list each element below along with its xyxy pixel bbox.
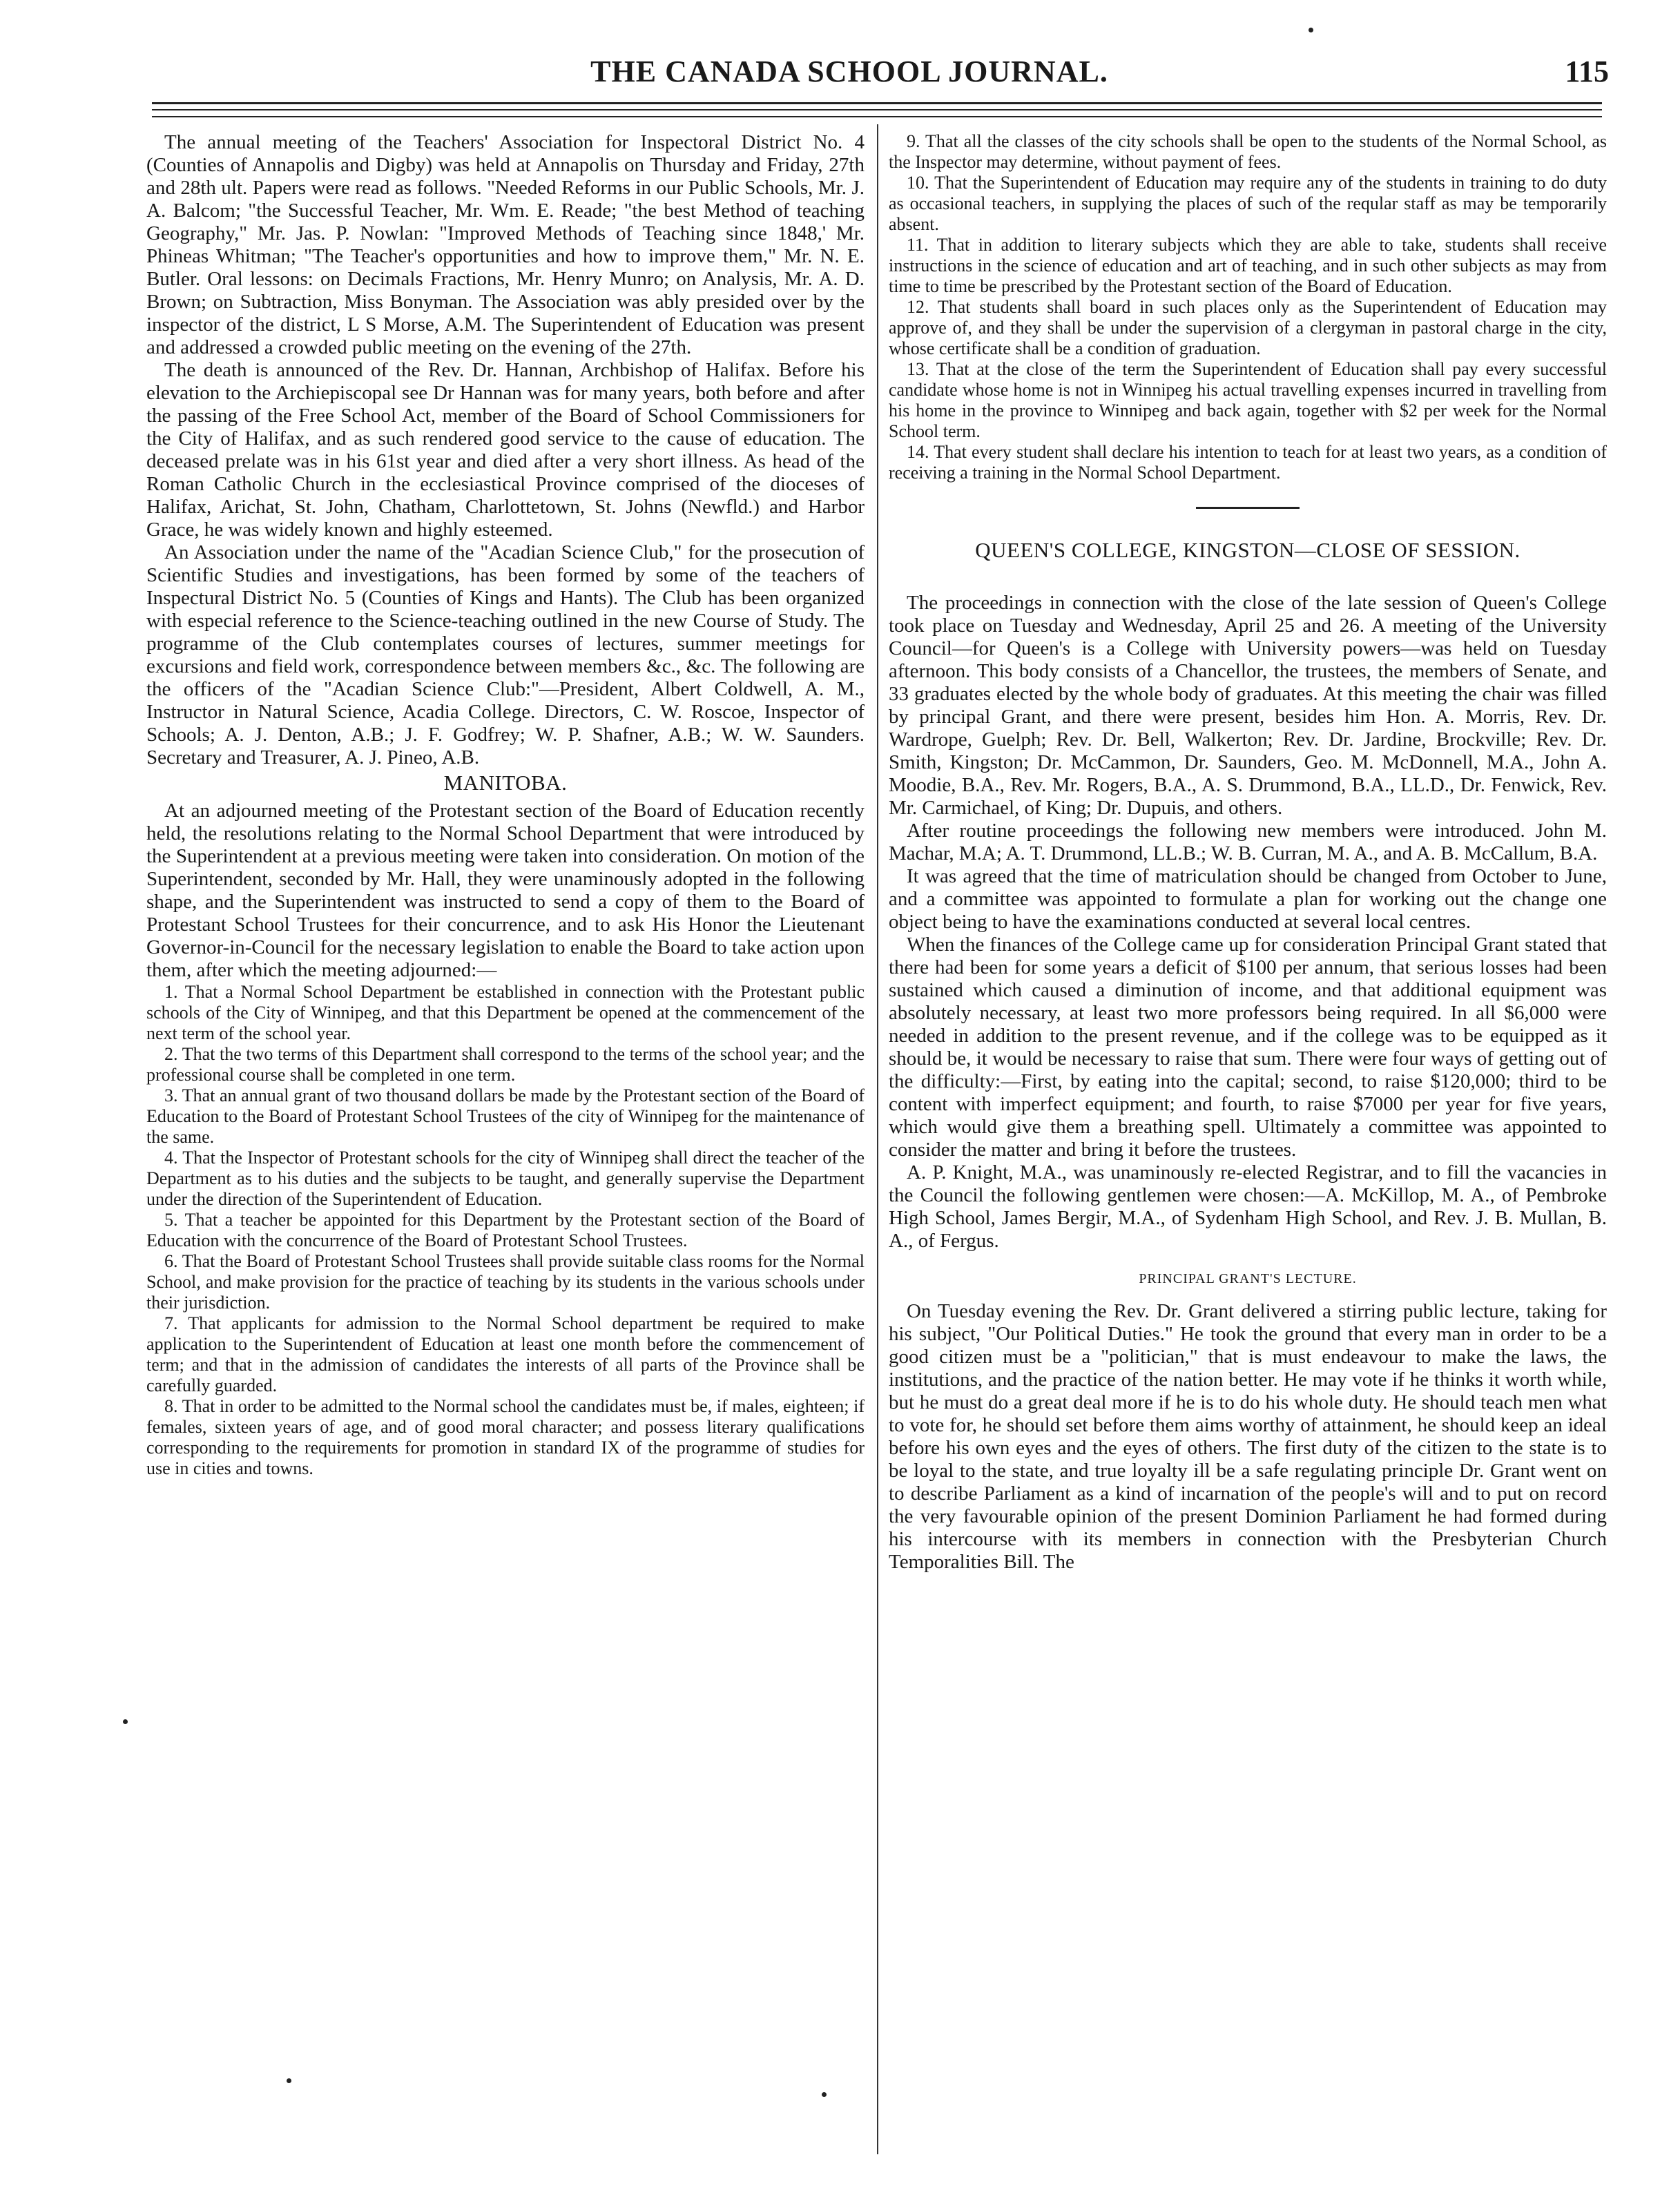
- paragraph-lecture: On Tuesday evening the Rev. Dr. Grant delivered a stirring public lecture, taking for his subject, "Our Political Duties." He took the ground that every man in order to be a good citizen must be a "politician," that is must endeavour to make the laws, the institutions, and the practice of the nation better. He may vote if he thinks it worth while, but he must do a great deal more if he is to do his whole duty. He should teach men what to vote for, he should set before them aims worthy of attainment, he should keep an ideal before his own eyes and the eyes of others. The first duty of the citizen to the state is to be loyal to the state, and true loyalty ill be a safe regulating principle Dr. Grant went on to describe Parliament as a kind of incarnation of the people's will and to put on record the very favourable opinion of the present Dominion Parliament he had formed during his intercourse with its members in connection with the Presbyterian Church Temporalities Bill. The: [889, 1300, 1607, 1573]
- header-rule: [152, 102, 1602, 104]
- paragraph-death-archbishop: The death is announced of the Rev. Dr. Hannan, Archbishop of Halifax. Before his elevation to the Archiepiscopal see Dr Hannan was for many years, both before and after the passing of the Free School Act, member of the Board of School Commissioners for the City of Halifax, and as such rendered good service to the cause of education. The deceased prelate was in his 61st year and died after a very short illness. As head of the Roman Catholic Church in the ecclesiastical Province comprised of the dioceses of Halifax, Arichat, St. John, Chatham, Charlottetown, St. Johns (Newfld.) and Harbor Grace, he was widely known and highly esteemed.: [146, 359, 865, 541]
- paragraph-inspectoral-district-4: The annual meeting of the Teachers' Association for Inspectoral District No. 4 (Counties of Annapolis and Digby) was held at Annapolis on Thursday and Friday, 27th and 28th ult. Papers were read as follows. "Needed Reforms in our Public Schools, Mr. J. A. Balcom; "the Successful Teacher, Mr. Wm. E. Reade; "the best Method of teaching Geography," Mr. Jas. P. Nowlan: "Improved Methods of Teaching since 1848,' Mr. Phineas Whitman; "The Teacher's opportunities and how to improve them," Mr. N. E. Butler. Oral lessons: on Decimals Fractions, Mr. Henry Munro; on Analysis, Mr. A. D. Brown; on Subtraction, Miss Bonyman. The Association was ably presided over by the inspector of the district, L S Morse, A.M. The Superintendent of Education was present and addressed a crowded public meeting on the evening of the 27th.: [146, 131, 865, 358]
- right-column: [889, 131, 1607, 1574]
- resolution-8: 8. That in order to be admitted to the Normal school the candidates must be, if males, eighteen; if females, sixteen years of age, and of good moral character; and possess literary qualifications corresponding to the requirements for promotion in standard IX of the programme of studies for use in cities and towns.: [146, 1396, 865, 1478]
- paragraph-queens-proceedings: The proceedings in connection with the close of the late session of Queen's College took place on Tuesday and Wednesday, April 25 and 26. A meeting of the University Council—for Queen's is a College with University powers—was held on Tuesday afternoon. This body consists of a Chancellor, the trustees, the members of Senate, and 33 graduates elected by the whole body of graduates. At this meeting the chair was filled by principal Grant, and there were present, besides him Hon. A. Morris, Rev. Dr. Wardrope, Guelph; Rev. Dr. Bell, Walkerton; Rev. Dr. Jardine, Brockville; Rev. Dr. Smith, Kingston; Dr. McCammon, Dr. Saunders, Geo. M. McDonnell, M.A., John A. Moodie, B.A., Rev. Mr. Rogers, B.A., A. S. Drummond, B.A., LL.D., Dr. Fenwick, Rev. Mr. Carmichael, of King; Dr. Dupuis, and others.: [889, 592, 1607, 819]
- paragraph-registrar: A. P. Knight, M.A., was unaminously re-elected Registrar, and to fill the vacancies in the Council the following gentlemen were chosen:—A. McKillop, M. A., of Pembroke High School, James Bergir, M.A., of Sydenham High School, and Rev. J. B. Mullan, B. A., of Fergus.: [889, 1161, 1607, 1252]
- resolution-7: 7. That applicants for admission to the Normal School department be required to make application to the Superintendent of Education at least one month before the commencement of term; and that in the admission of candidates the interests of all parts of the Province shall be carefully guarded.: [146, 1313, 865, 1395]
- paragraph-new-members: After routine proceedings the following new members were introduced. John M. Machar, M.A; A. T. Drummond, LL.B.; W. B. Curran, M. A., and A. B. McCallum, B.A.: [889, 820, 1607, 864]
- resolution-13: 13. That at the close of the term the Superintendent of Education shall pay every successful candidate whose home is not in Winnipeg his actual travelling expenses incurred in travelling from his home in the province to Winnipeg and back again, together with $2 per week for the Normal School term.: [889, 359, 1607, 441]
- resolution-1: 1. That a Normal School Department be established in connection with the Protestant public schools of the City of Winnipeg, and that this Department be opened at the commencement of the next term of the school year.: [146, 982, 865, 1043]
- resolution-5: 5. That a teacher be appointed for this Department by the Protestant section of the Board of Education with the concurrence of the Board of Protestant School Trustees.: [146, 1210, 865, 1250]
- resolution-11: 11. That in addition to literary subjects which they are able to take, students shall receive instructions in the science of education and art of teaching, and in such other subjects as may from time to time be prescribed by the Protestant section of the Board of Education.: [889, 235, 1607, 296]
- paragraph-acadian-science-club: An Association under the name of the "Acadian Science Club," for the prosecution of Scientific Studies and investigations, has been formed by some of the teachers of Inspectural District No. 5 (Counties of Kings and Hants). The Club has been organized with especial reference to the Science-teaching outlined in the new Course of Study. The programme of the Club contemplates courses of lectures, summer meetings for excursions and field work, correspondence between members &c., &c. The following are the officers of the "Acadian Science Club:"—President, Albert Coldwell, A. M., Instructor in Natural Science, Acadia College. Directors, C. W. Roscoe, Inspector of Schools; A. J. Denton, A.B.; J. F. Godfrey; W. P. Shafner, A.B.; W. W. Saunders. Secretary and Treasurer, A. J. Pineo, A.B.: [146, 541, 865, 768]
- ink-speck: [1309, 28, 1313, 32]
- resolution-6: 6. That the Board of Protestant School Trustees shall provide suitable class rooms for the Normal School, and make provision for the practice of teaching by its students in the various schools under their jurisdiction.: [146, 1251, 865, 1313]
- ink-speck: [287, 2078, 291, 2083]
- page-number: 115: [1565, 55, 1609, 88]
- paragraph-matriculation: It was agreed that the time of matriculation should be changed from October to June, and a committee was appointed to formulate a plan for working out the change one object being to have the examinations conducted at several local centres.: [889, 865, 1607, 933]
- section-heading-manitoba: MANITOBA.: [443, 771, 568, 795]
- resolution-14: 14. That every student shall declare his intention to teach for at least two years, as a condition of receiving a training in the Normal School Department.: [889, 442, 1607, 483]
- header-rule: [152, 116, 1602, 117]
- column-divider: [877, 124, 878, 2154]
- resolution-4: 4. That the Inspector of Protestant schools for the city of Winnipeg shall direct the teacher of the Department as to his duties and the subjects to be taught, and generally supervise the Department under the direction of the Superintendent of Education.: [146, 1148, 865, 1209]
- resolution-2: 2. That the two terms of this Department shall correspond to the terms of the school year; and the professional course shall be completed in one term.: [146, 1044, 865, 1085]
- paragraph-finances: When the finances of the College came up for consideration Principal Grant stated that there had been for some years a deficit of $100 per annum, that serious losses had been sustained which caused a diminution of income, and that additional equipment was absolutely necessary, at least two more professors being required. In all $6,000 were needed in addition to the present revenue, and if the college was to be equipped as it should be, it would be necessary to raise that sum. There were four ways of getting out of the difficulty:—First, by eating into the capital; second, to raise $120,000; third to be content with imperfect equipment; and fourth, to raise $7000 per year for five years, which would give them a breathing spell. Ultimately a committee was appointed to consider the matter and bring it before the trustees.: [889, 934, 1607, 1161]
- ink-speck: [822, 2092, 827, 2097]
- section-heading-queens-college: QUEEN'S COLLEGE, KINGSTON—CLOSE OF SESSION.: [975, 538, 1520, 562]
- resolution-10: 10. That the Superintendent of Education may require any of the students in training to do duty as occasional teachers, in supplying the places of such of the reqular staff as may be temporarily absent.: [889, 173, 1607, 234]
- sub-heading-principal-grants-lecture: PRINCIPAL GRANT'S LECTURE.: [1139, 1271, 1357, 1286]
- resolution-12: 12. That students shall board in such places only as the Superintendent of Education may approve of, and they shall be under the supervision of a clergyman in pastoral charge in the city, whose certificate shall be a condition of graduation.: [889, 297, 1607, 358]
- running-head: [90, 54, 1609, 95]
- journal-title: THE CANADA SCHOOL JOURNAL.: [590, 55, 1108, 88]
- resolution-3: 3. That an annual grant of two thousand dollars be made by the Protestant section of the Board of Education to the Board of Protestant School Trustees of the city of Winnipeg for the maintenance of the same.: [146, 1085, 865, 1147]
- resolution-9: 9. That all the classes of the city schools shall be open to the students of the Normal School, as the Inspector may determine, without payment of fees.: [889, 131, 1607, 172]
- ink-speck: [123, 1719, 128, 1724]
- header-rule: [152, 109, 1602, 110]
- left-column: [146, 131, 865, 1479]
- paragraph-manitoba-intro: At an adjourned meeting of the Protestant section of the Board of Education recently held, the resolutions relating to the Normal School Department that were introduced by the Superintendent at a previous meeting were taken into consideration. On motion of the Superintendent, seconded by Mr. Hall, they were unaminously adopted in the following shape, and the Superintendent was instructed to send a copy of them to the Board of Protestant School Trustees for their concurrence, and to ask His Honor the Lieutenant Governor-in-Council for the necessary legislation to enable the Board to take action upon them, after which the meeting adjourned:—: [146, 800, 865, 981]
- section-divider: [1196, 507, 1300, 509]
